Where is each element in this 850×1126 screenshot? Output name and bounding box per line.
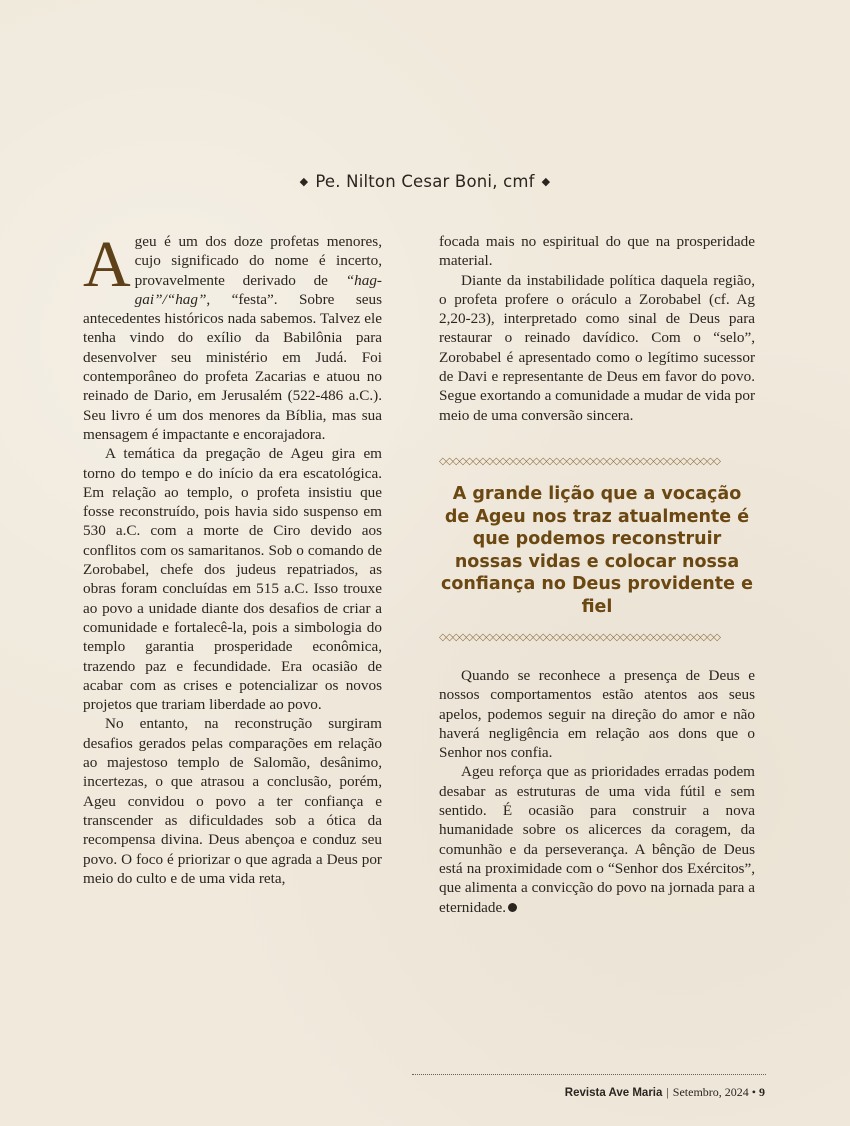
ornament-divider: ◇◇◇◇◇◇◇◇◇◇◇◇◇◇◇◇◇◇◇◇◇◇◇◇◇◇◇◇◇◇◇◇◇◇◇◇◇◇◇◇◇◇	[439, 631, 720, 643]
author-byline	[0, 172, 850, 191]
paragraph: A temática da pregação de Ageu gira em torno do tempo e do início da era escatológica. Em relação ao templo, o profeta insistiu que fosse reconstruído, pois havia sido suspenso em 530 a.C. com a morte de Ciro devido aos conflitos com os samaritanos. Sob o comando de Zorobabel, chefe dos judeus repatriados, as obras foram concluídas em 515 a.C. Isso trouxe ao povo a unidade diante dos desafios de criar a comunidade e fortalecê-la, pois a simbologia do templo garantia prosperidade econômica, trazendo paz e fecundidade. Era ocasião de acabar com as crises e potencializar os novos projetos que trariam liberdade ao povo.	[83, 445, 382, 714]
right-column-bottom	[439, 666, 755, 917]
diamond-icon: ◆	[299, 175, 309, 188]
paragraph: No entanto, na reconstrução surgiram desafios gerados pelas comparações em relação ao majestoso templo de Salomão, desânimo, incertezas, o que atrasou a conclusão, porém, Ageu convidou o povo a ter confiança e transcender as dificuldades sob a ótica da recompensa divina. Deus abençoa e conduz seu povo. O foco é priorizar o que agrada a Deus por meio do culto e de uma vida reta,	[83, 715, 382, 887]
footer-divider	[412, 1074, 766, 1075]
end-mark-icon	[508, 903, 517, 912]
right-column-top	[439, 232, 755, 425]
issue-date: Setembro, 2024	[672, 1085, 749, 1099]
paragraph: Quando se reconhece a presença de Deus e nossos comportamentos estão atentos aos seus apelos, podemos seguir na direção do amor e não haverá negligência em relação aos dons que o Senhor nos confia.	[439, 667, 755, 762]
diamond-icon: ◆	[541, 175, 551, 188]
paragraph: focada mais no espiritual do que na prosperidade material.	[439, 233, 755, 270]
paragraph: Diante da instabilidade política daquela região, o profeta profere o oráculo a Zorobabel (cf. Ag 2,20-23), interpretado como sinal de Deus para restaurar o reinado davídico. Com o “selo”, Zorobabel é apresentado como o legítimo sucessor de Davi e representante de Deus em favor do povo. Segue exortando a comunidade a mudar de vida por meio de uma conversão sincera.	[439, 271, 755, 424]
left-column	[83, 228, 382, 888]
pull-quote: A grande lição que a vocação de Ageu nos traz atualmente é que podemos reconstruir nossas vidas e colocar nossa confiança no Deus providente e fiel	[441, 484, 753, 617]
drop-cap: A	[83, 228, 131, 301]
paragraph: Ageu é um dos doze profetas menores, cujo significado do nome é incerto, provavelmente derivado de “hag-gai”/“hag”, “festa”. Sobre seus antecedentes históricos nada sabemos. Talvez ele tenha vindo do exílio da Babilônia para desenvolver seu ministério em Judá. Foi contemporâneo do profeta Zacarias e atuou no reinado de Dario, em Jerusalém (522-486 a.C.). Seu livro é um dos menores da Bíblia, mas sua mensagem é impactante e encorajadora.	[83, 228, 382, 443]
pull-quote-box	[439, 455, 755, 645]
author-name: Pe. Nilton Cesar Boni, cmf	[315, 172, 535, 191]
page-number: 9	[759, 1085, 765, 1099]
page-footer: Revista Ave Maria | Setembro, 2024 • 9	[564, 1085, 765, 1099]
magazine-name: Revista Ave Maria	[564, 1087, 663, 1099]
ornament-divider: ◇◇◇◇◇◇◇◇◇◇◇◇◇◇◇◇◇◇◇◇◇◇◇◇◇◇◇◇◇◇◇◇◇◇◇◇◇◇◇◇◇◇	[439, 456, 720, 467]
emphasis: “hag-gai”/“hag”	[134, 271, 382, 308]
paragraph: Ageu reforça que as prioridades erradas podem desabar as estruturas de uma vida fútil e sem sentido. É ocasião para construir a nova humanidade sobre os alicerces da coragem, da comunhão e da perseverança. A bênção de Deus está na proximidade com o “Senhor dos Exércitos”, que alimenta a convicção do povo na jornada para a eternidade.	[439, 763, 755, 916]
